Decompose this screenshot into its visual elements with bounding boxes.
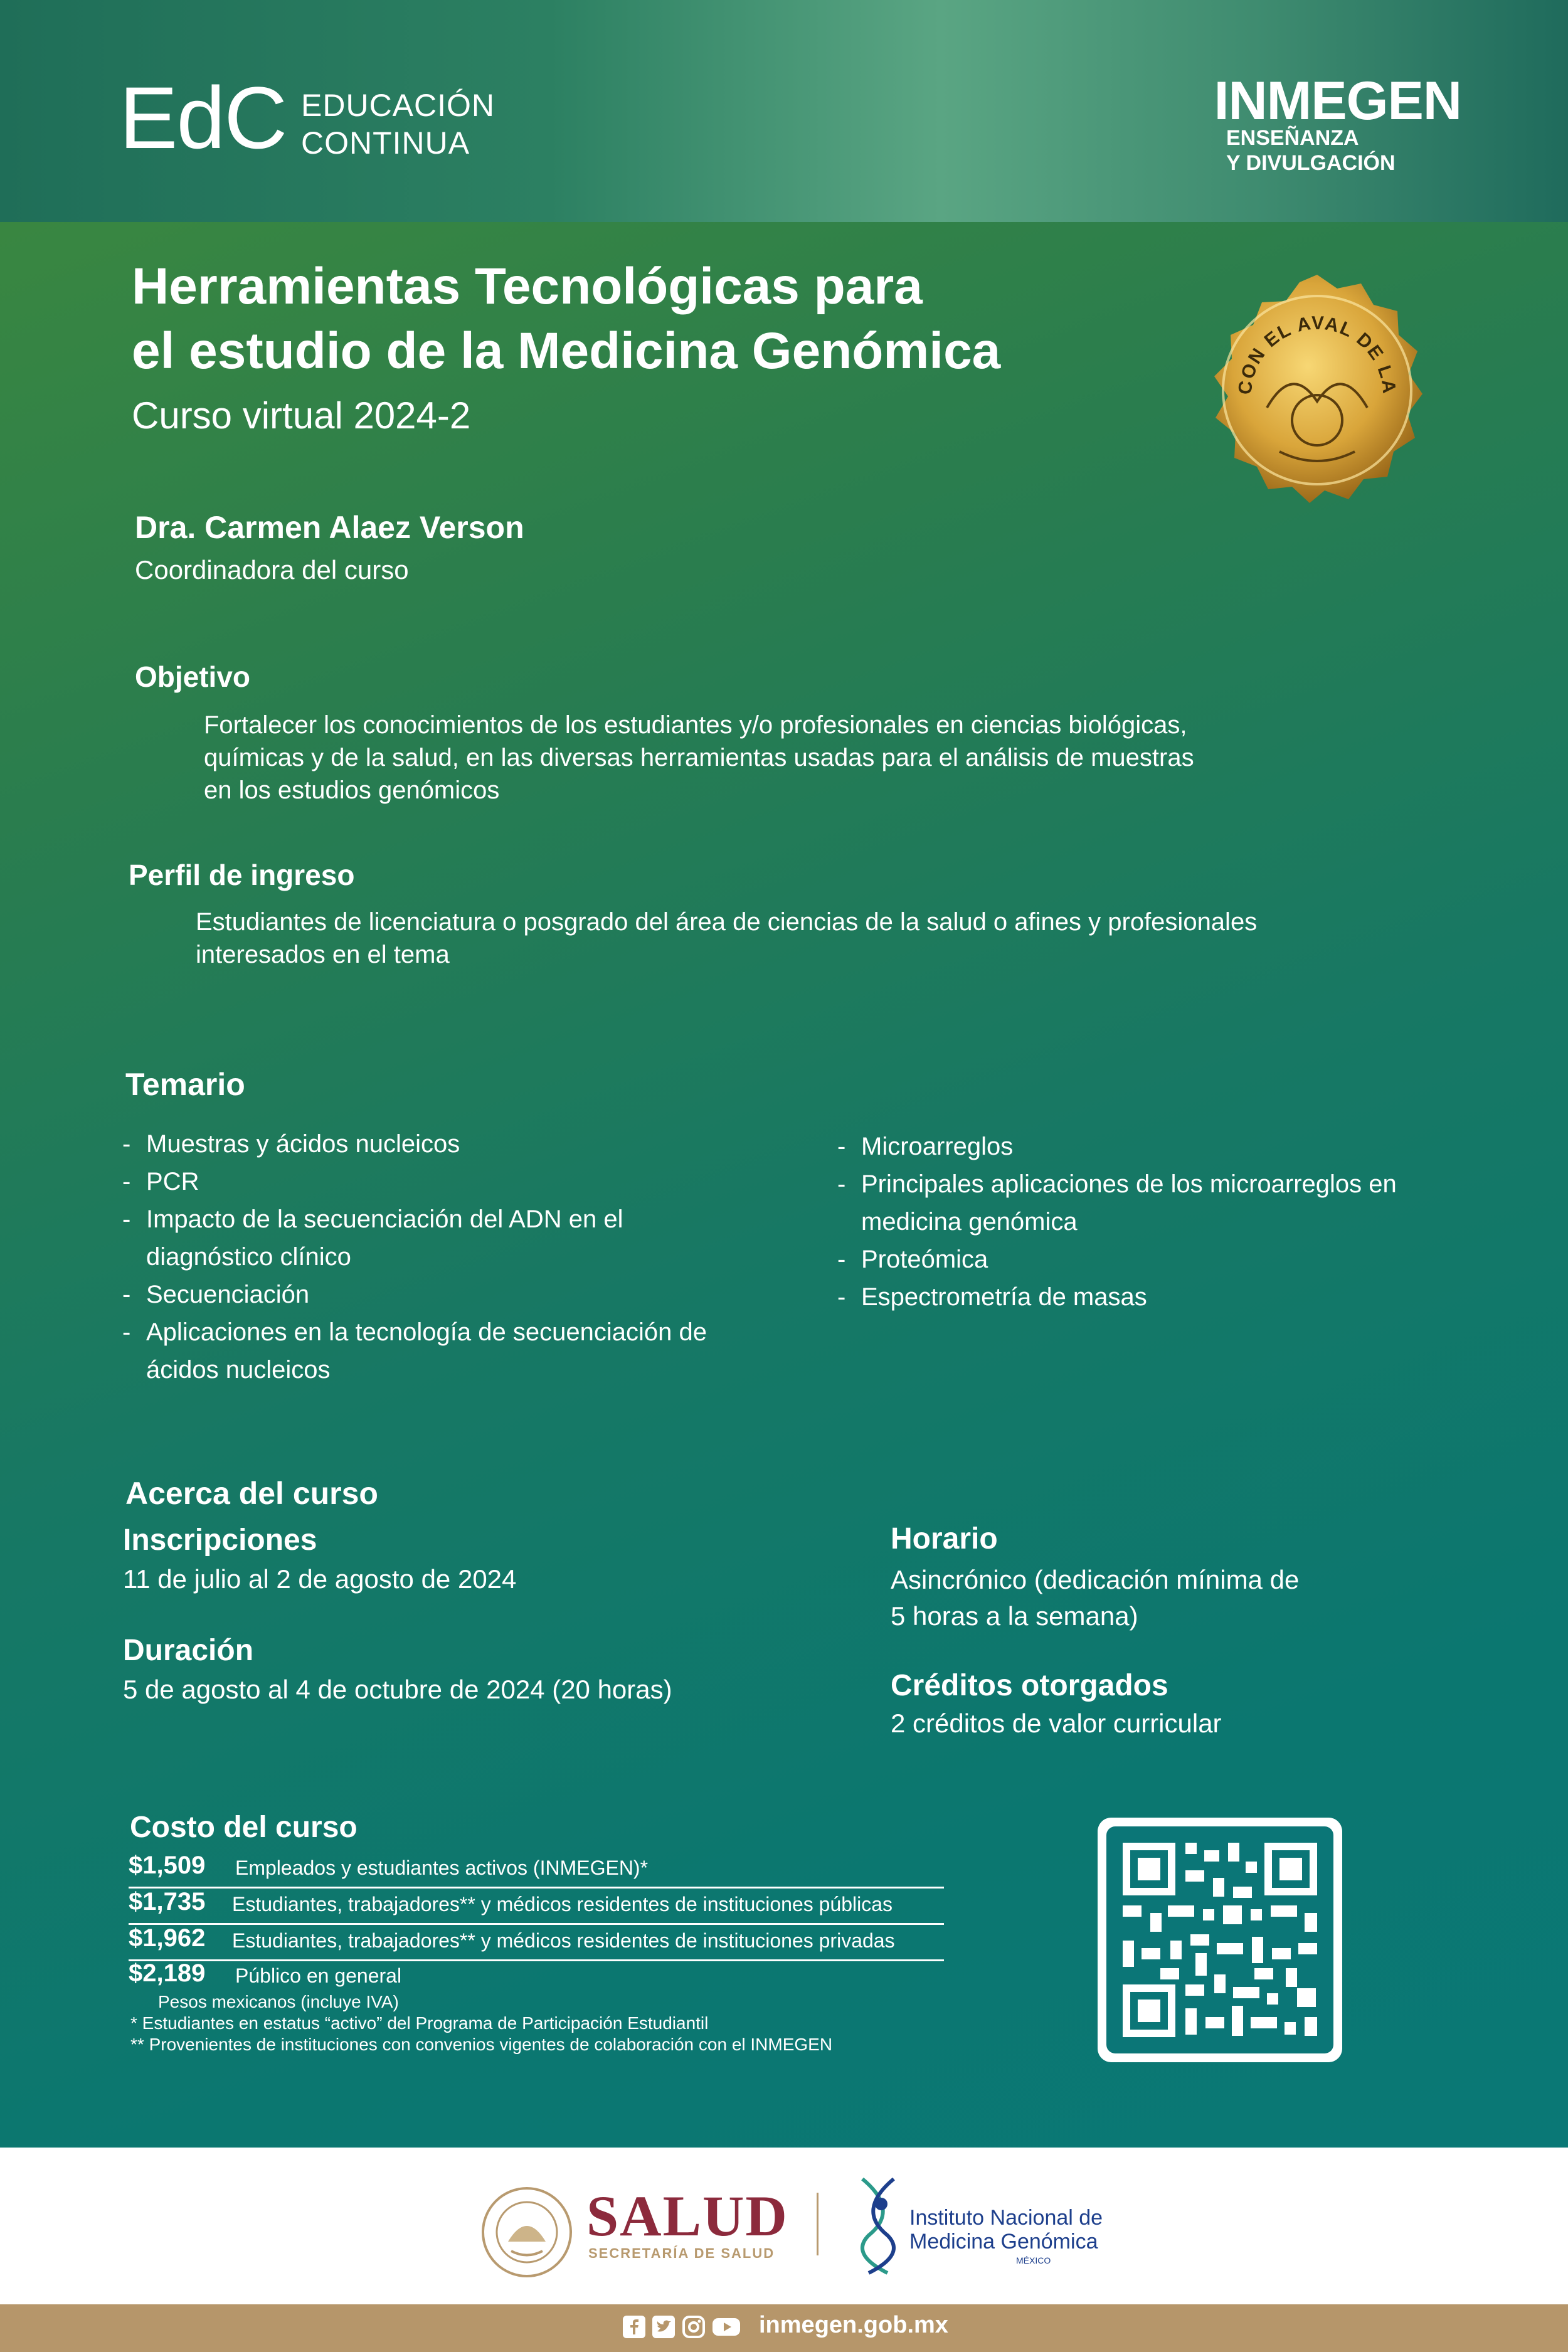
list-item: - Principales aplicaciones de los microarreglos en medicina genómica <box>837 1165 1463 1241</box>
cost-desc: Estudiantes, trabajadores** y médicos residentes de instituciones públicas <box>232 1893 893 1915</box>
inmegen-line1: ENSEÑANZA <box>1226 126 1359 150</box>
edc-logo: EdC <box>119 68 287 167</box>
website-link[interactable]: inmegen.gob.mx <box>759 2312 948 2338</box>
inscripciones-label: Inscripciones <box>123 1523 317 1557</box>
list-item: - Secuenciación <box>122 1276 750 1313</box>
temario-heading: Temario <box>125 1067 245 1102</box>
cost-desc: Estudiantes, trabajadores** y médicos residentes de instituciones privadas <box>232 1929 895 1952</box>
creditos-label: Créditos otorgados <box>891 1669 1168 1702</box>
objetivo-line3: en los estudios genómicos <box>204 776 500 804</box>
dna-logo-icon <box>844 2173 913 2279</box>
inst-country: MÉXICO <box>1016 2255 1051 2265</box>
mexico-coat-of-arms-icon <box>480 2185 574 2279</box>
youtube-icon[interactable] <box>712 2316 740 2338</box>
objetivo-line1: Fortalecer los conocimientos de los estudiantes y/o profesionales en ciencias biológicas, <box>204 711 1187 739</box>
objetivo-text <box>204 709 1194 807</box>
inst-line1: Instituto Nacional de <box>909 2206 1103 2230</box>
salud-logo: SALUD <box>586 2184 788 2248</box>
cost-price: $1,962 <box>129 1924 206 1952</box>
acerca-heading: Acerca del curso <box>125 1476 378 1511</box>
unam-seal-icon <box>1192 270 1443 508</box>
cost-row <box>129 1924 963 1959</box>
cost-row <box>129 1959 963 1994</box>
salud-subtitle: SECRETARÍA DE SALUD <box>588 2245 775 2261</box>
course-subtitle: Curso virtual 2024-2 <box>132 395 471 437</box>
list-item: - Microarreglos <box>837 1128 1465 1165</box>
list-item: - Muestras y ácidos nucleicos <box>122 1125 750 1163</box>
temario-list-right <box>837 1128 1465 1316</box>
list-item: - PCR <box>122 1163 750 1200</box>
cost-desc: Público en general <box>235 1964 402 1987</box>
header-band <box>0 0 1568 222</box>
inscripciones-value: 11 de julio al 2 de agosto de 2024 <box>123 1564 517 1594</box>
coordinator-name: Dra. Carmen Alaez Verson <box>135 510 524 545</box>
qr-code-icon[interactable] <box>1098 1818 1342 2062</box>
costo-heading: Costo del curso <box>130 1811 358 1844</box>
footnote-2: ** Provenientes de instituciones con convenios vigentes de colaboración con el INMEGEN <box>130 2035 833 2054</box>
cost-row <box>129 1851 963 1887</box>
course-title <box>132 254 1000 383</box>
inmegen-line2: Y DIVULGACIÓN <box>1226 151 1396 175</box>
cost-row <box>129 1888 963 1923</box>
seal-text: CON EL AVAL DE LA <box>1234 312 1400 396</box>
cost-price: $1,735 <box>129 1888 206 1915</box>
cost-price: $2,189 <box>129 1959 206 1987</box>
objetivo-line2: químicas y de la salud, en las diversas herramientas usadas para el análisis de muestras <box>204 744 1194 771</box>
horario-line2: 5 horas a la semana) <box>891 1601 1138 1631</box>
objetivo-heading: Objetivo <box>135 660 251 693</box>
inmegen-institute-name <box>909 2206 1103 2254</box>
list-item: - Aplicaciones en la tecnología de secuenciación de ácidos nucleicos <box>122 1313 748 1389</box>
horario-value <box>891 1562 1299 1634</box>
perfil-heading: Perfil de ingreso <box>129 859 355 891</box>
edc-line2: CONTINUA <box>301 125 470 161</box>
title-line2: el estudio de la Medicina Genómica <box>132 322 1001 379</box>
edc-logo-subtitle <box>301 87 495 162</box>
twitter-icon[interactable] <box>652 2316 675 2338</box>
creditos-value: 2 créditos de valor curricular <box>891 1708 1222 1738</box>
perfil-line1: Estudiantes de licenciatura o posgrado del área de ciencias de la salud o afines y profesionales <box>196 908 1258 936</box>
list-item: - Espectrometría de masas <box>837 1278 1465 1316</box>
edc-line1: EDUCACIÓN <box>301 88 495 123</box>
facebook-icon[interactable] <box>623 2316 645 2338</box>
list-item: - Proteómica <box>837 1241 1465 1278</box>
coordinator-role: Coordinadora del curso <box>135 555 409 585</box>
perfil-line2: interesados en el tema <box>196 941 450 968</box>
duracion-value: 5 de agosto al 4 de octubre de 2024 (20 horas) <box>123 1675 672 1704</box>
cost-desc: Empleados y estudiantes activos (INMEGEN)* <box>235 1857 649 1879</box>
horario-line1: Asincrónico (dedicación mínima de <box>891 1565 1300 1594</box>
horario-label: Horario <box>891 1522 998 1555</box>
inst-line2: Medicina Genómica <box>909 2230 1098 2254</box>
temario-list-left <box>122 1125 750 1389</box>
duracion-label: Duración <box>123 1634 254 1667</box>
inmegen-subtitle <box>1226 125 1396 176</box>
perfil-text <box>196 906 1257 971</box>
title-line1: Herramientas Tecnológicas para <box>132 258 923 315</box>
currency-note: Pesos mexicanos (incluye IVA) <box>158 1992 399 2011</box>
footer-divider <box>817 2193 818 2255</box>
inmegen-logo: INMEGEN <box>1214 71 1461 131</box>
cost-price: $1,509 <box>129 1851 206 1879</box>
instagram-icon[interactable] <box>682 2316 705 2338</box>
list-item: - Impacto de la secuenciación del ADN en el diagnóstico clínico <box>122 1200 660 1276</box>
footnote-1: * Estudiantes en estatus “activo” del Programa de Participación Estudiantil <box>130 2013 709 2033</box>
